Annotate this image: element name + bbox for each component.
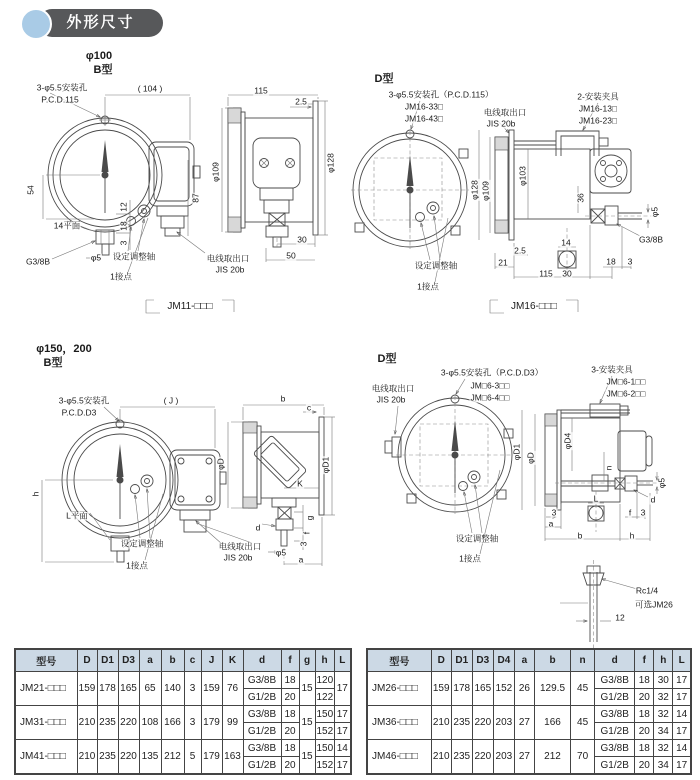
dim-label: d <box>650 494 656 505</box>
column-header: d <box>243 649 281 672</box>
section-bullet-icon <box>20 8 52 40</box>
cell: 220 <box>118 740 139 775</box>
cell: 159 <box>431 672 451 706</box>
column-header: h <box>654 649 673 672</box>
column-header: L <box>673 649 691 672</box>
dim-label: 1接点 <box>459 553 481 564</box>
column-header: D1 <box>97 649 118 672</box>
cell: G1/2B <box>595 757 635 775</box>
cell: 18 <box>635 706 654 723</box>
terminal-box <box>149 142 194 206</box>
cell: 20 <box>635 757 654 775</box>
cell: 3 <box>184 672 201 706</box>
dim-label: φ100 <box>85 50 113 63</box>
case-body <box>514 149 590 219</box>
connector <box>595 155 627 187</box>
dim-label: b <box>280 393 286 404</box>
column-header: K <box>222 649 243 672</box>
cell: 150 <box>315 706 334 723</box>
cell: G1/2B <box>595 689 635 706</box>
cell: 17 <box>334 706 351 723</box>
terminal-box <box>170 450 220 510</box>
rc14-detail <box>560 560 637 648</box>
model-cell: JM41-□□□ <box>15 740 77 775</box>
cell: 152 <box>315 757 334 775</box>
cell: 32 <box>654 740 673 757</box>
cell: 20 <box>281 757 299 775</box>
pointer <box>452 420 459 451</box>
dim-label: JIS 20b <box>223 552 253 563</box>
dim-label: ( J ) <box>163 395 179 406</box>
cell: 235 <box>451 740 472 775</box>
dim-label: 3-φ5.5安装孔 <box>58 395 110 406</box>
dim-label: 2.5 <box>514 245 526 256</box>
cell: 210 <box>77 706 97 740</box>
set-knob <box>141 475 153 487</box>
cell: 32 <box>654 706 673 723</box>
cell: 20 <box>281 689 299 706</box>
dim-label: a <box>548 518 554 529</box>
model-code-bracket <box>146 300 234 313</box>
cell: 166 <box>534 706 570 740</box>
set-knob <box>138 205 150 217</box>
dim-label: φ150，200 <box>36 343 92 356</box>
dim-label: 14 <box>561 237 571 248</box>
cell: 235 <box>451 706 472 740</box>
connector-box <box>618 431 646 471</box>
dim-label: JM16-□□□ <box>511 300 557 312</box>
dim-label: 电线取出口 <box>483 107 527 118</box>
model-cell: JM36-□□□ <box>367 706 431 740</box>
cell: 210 <box>431 740 451 775</box>
dim-label: 3 <box>640 507 646 518</box>
column-header: b <box>534 649 570 672</box>
cell: G3/8B <box>243 706 281 723</box>
cell: 18 <box>281 672 299 689</box>
dim-label: D型 <box>377 353 397 366</box>
dim-label: a <box>298 554 304 565</box>
cell: 159 <box>77 672 97 706</box>
dim-label: 1接点 <box>126 560 148 571</box>
dim-label: P.C.D.D3 <box>61 407 97 418</box>
cell: 163 <box>222 740 243 775</box>
column-header: g <box>299 649 315 672</box>
dim-label: d <box>255 522 261 533</box>
model-cell: JM26-□□□ <box>367 672 431 706</box>
cell: 212 <box>534 740 570 775</box>
cell: G1/2B <box>243 757 281 775</box>
dim-label: 18 <box>118 221 129 231</box>
cell: 14 <box>673 740 691 757</box>
cell: 18 <box>281 740 299 757</box>
dim-label: c <box>306 402 312 413</box>
cell: G1/2B <box>243 723 281 740</box>
cell: 15 <box>299 672 315 706</box>
cell: 129.5 <box>534 672 570 706</box>
cell: 17 <box>334 672 351 706</box>
cell: 5 <box>184 740 201 775</box>
back-flange <box>313 101 318 235</box>
cell: 45 <box>571 672 595 706</box>
dim-label: 2-安装夹具 <box>577 91 619 102</box>
cell: 17 <box>673 672 691 689</box>
cell: 210 <box>77 740 97 775</box>
dim-label: 3 <box>627 256 633 267</box>
cell: 76 <box>222 672 243 706</box>
cell: 135 <box>139 740 161 775</box>
pressure-stem <box>117 551 124 562</box>
cell: G3/8B <box>595 672 635 689</box>
column-header: c <box>184 649 201 672</box>
column-header: J <box>201 649 222 672</box>
dim-label: 12 <box>118 202 129 212</box>
column-header: n <box>571 649 595 672</box>
dim-label: JM□6-2□□ <box>606 388 646 399</box>
cell: 70 <box>571 740 595 775</box>
cell: 15 <box>299 706 315 740</box>
column-header: a <box>514 649 534 672</box>
dim-label: ( 104 ) <box>137 83 163 94</box>
cell: 34 <box>654 757 673 775</box>
cell: 179 <box>201 706 222 740</box>
dim-label: 50 <box>286 250 296 261</box>
cell: 17 <box>334 723 351 740</box>
set-knob <box>468 471 480 483</box>
pressure-stem <box>281 530 287 546</box>
cell: 20 <box>635 689 654 706</box>
cell: G3/8B <box>243 740 281 757</box>
dim-label: 36 <box>575 193 586 203</box>
column-header: 型号 <box>367 649 431 672</box>
dim-label: 设定调整轴 <box>120 538 164 549</box>
dim-label: 3-φ5.5安装孔 <box>36 82 88 93</box>
cell: G1/2B <box>595 723 635 740</box>
column-header: D1 <box>451 649 472 672</box>
cell: 235 <box>97 740 118 775</box>
dim-label: G3/8B <box>638 234 664 245</box>
dim-label: 12 <box>615 612 625 623</box>
cell: 14 <box>334 740 351 757</box>
dim-label: 设定调整轴 <box>112 251 156 262</box>
dim-label: h <box>30 491 41 497</box>
dim-label: φ5 <box>656 477 667 489</box>
dim-label: h <box>629 530 635 541</box>
dim-label: 87 <box>190 193 201 203</box>
cell: 150 <box>315 740 334 757</box>
dim-label: 3 <box>118 240 129 246</box>
dim-label: n <box>603 465 614 471</box>
table-row <box>15 740 351 757</box>
pressure-stem <box>102 244 109 255</box>
column-header: D4 <box>493 649 514 672</box>
cell: 178 <box>97 672 118 706</box>
cell: 45 <box>571 706 595 740</box>
cell: 159 <box>201 672 222 706</box>
case-body <box>245 118 313 222</box>
cell: 27 <box>514 740 534 775</box>
dim-label: 54 <box>25 185 36 195</box>
cell: 18 <box>635 740 654 757</box>
dim-label: 1接点 <box>110 271 132 282</box>
dim-label: φ5 <box>275 547 287 558</box>
column-header: L <box>334 649 351 672</box>
set-knob <box>131 485 140 494</box>
dim-label: φD <box>215 458 226 470</box>
table-row <box>367 672 691 689</box>
dim-label: 设定调整轴 <box>455 533 499 544</box>
dim-label: K <box>297 478 303 489</box>
dim-label: 设定调整轴 <box>414 260 458 271</box>
cell: 34 <box>654 723 673 740</box>
column-header: d <box>595 649 635 672</box>
cell: 212 <box>161 740 184 775</box>
dim-label: 1接点 <box>417 281 439 292</box>
dim-label: 3-φ5.5安装孔（P.C.D.D3） <box>440 367 544 378</box>
pointer <box>102 140 109 172</box>
column-header: D <box>431 649 451 672</box>
cell: 179 <box>201 740 222 775</box>
mounting-clamp <box>556 131 599 156</box>
model-cell: JM21-□□□ <box>15 672 77 706</box>
dim-label: Rc1/4 <box>635 585 659 596</box>
dim-label: G3/8B <box>25 256 51 267</box>
dim-label: 3 <box>298 541 309 547</box>
column-header: f <box>281 649 299 672</box>
cell: G3/8B <box>243 672 281 689</box>
table-row <box>15 672 351 689</box>
column-header: D3 <box>472 649 493 672</box>
model-cell: JM31-□□□ <box>15 706 77 740</box>
cell: 32 <box>654 689 673 706</box>
d100-side-view <box>479 130 655 279</box>
dim-label: φD1 <box>320 456 331 474</box>
column-header: D3 <box>118 649 139 672</box>
cell: 108 <box>139 706 161 740</box>
dim-label: φ128 <box>325 153 336 173</box>
column-header: b <box>161 649 184 672</box>
cell: 17 <box>673 689 691 706</box>
model-cell: JM46-□□□ <box>367 740 431 775</box>
dim-label: JIS 20b <box>215 264 245 275</box>
cell: 166 <box>161 706 184 740</box>
set-knob <box>127 217 136 226</box>
dim-label: JIS 20b <box>376 394 406 405</box>
cell: 220 <box>472 740 493 775</box>
cell: 165 <box>472 672 493 706</box>
cell: 99 <box>222 706 243 740</box>
dim-label: JM16-43□ <box>404 113 444 124</box>
cell: 165 <box>118 672 139 706</box>
cell: 152 <box>315 723 334 740</box>
dim-label: B型 <box>93 64 113 77</box>
cell: 17 <box>334 757 351 775</box>
dim-label: φ128 <box>469 180 480 200</box>
cell: 210 <box>431 706 451 740</box>
dim-label: 3-安装夹具 <box>591 364 633 375</box>
dim-label: B型 <box>43 357 63 370</box>
dim-label: 电线取出口 <box>206 253 250 264</box>
dim-label: g <box>304 515 315 521</box>
column-header: a <box>139 649 161 672</box>
cell: 17 <box>673 757 691 775</box>
dim-label: D型 <box>374 73 394 86</box>
cell: 18 <box>281 706 299 723</box>
dim-label: φ103 <box>517 166 528 186</box>
back-flange <box>319 417 324 515</box>
table-row <box>367 706 691 723</box>
cell: 20 <box>281 723 299 740</box>
dim-label: 115 <box>254 85 268 96</box>
dim-label: 电线取出口 <box>371 383 415 394</box>
dim-label: 电线取出口 <box>218 541 262 552</box>
table-row <box>367 740 691 757</box>
dim-label: JM16-23□ <box>578 115 618 126</box>
dim-label: JM□6-3□□ <box>470 380 510 391</box>
cell: G1/2B <box>243 689 281 706</box>
cell: 235 <box>97 706 118 740</box>
b150-front-view <box>42 407 226 562</box>
dim-label: φD <box>525 452 536 464</box>
cell: 3 <box>184 706 201 740</box>
cell: G3/8B <box>595 740 635 757</box>
b150-side-view <box>196 402 335 566</box>
dim-label: 30 <box>297 234 307 245</box>
cell: 15 <box>299 740 315 775</box>
cell: 14 <box>673 706 691 723</box>
dim-label: φ5 <box>649 206 660 218</box>
dim-label: JM□6-1□□ <box>606 376 646 387</box>
d150-front-view <box>385 376 612 554</box>
dim-label: f <box>628 507 632 518</box>
dim-label: L <box>593 493 599 504</box>
dim-label: JM□6-4□□ <box>470 392 510 403</box>
cell: 65 <box>139 672 161 706</box>
dim-label: JM16-13□ <box>578 103 618 114</box>
dim-label: φ109 <box>210 162 221 182</box>
dim-label: 3 <box>551 507 557 518</box>
mounting-clamp <box>590 404 620 417</box>
cell: 20 <box>635 723 654 740</box>
cell: 140 <box>161 672 184 706</box>
column-header: 型号 <box>15 649 77 672</box>
dim-label: φ5 <box>90 252 102 263</box>
cell: 30 <box>654 672 673 689</box>
pointer <box>117 444 124 477</box>
cell: 220 <box>118 706 139 740</box>
case-body <box>561 418 620 502</box>
dim-label: 21 <box>498 257 508 268</box>
dim-label: 14平面 <box>53 220 81 231</box>
dim-label: φ109 <box>480 181 491 201</box>
dimension-table-left <box>14 648 352 775</box>
column-header: f <box>635 649 654 672</box>
dim-label: 2.5 <box>295 96 307 107</box>
cell: 178 <box>451 672 472 706</box>
set-knob <box>427 202 439 214</box>
cell: 27 <box>514 706 534 740</box>
d100-front-view <box>351 101 598 313</box>
terminal-box <box>253 138 300 188</box>
dimension-table-right <box>366 648 692 775</box>
dim-label: JIS 20b <box>486 118 516 129</box>
column-header: h <box>315 649 334 672</box>
column-header: D <box>77 649 97 672</box>
dim-label: b <box>577 530 583 541</box>
dim-label: JM11-□□□ <box>167 300 213 312</box>
cell: 18 <box>635 672 654 689</box>
cell: 17 <box>673 723 691 740</box>
section-title: 外形尺寸 <box>38 9 163 37</box>
dim-label: φD1 <box>511 443 522 461</box>
model-code-bracket <box>490 300 578 313</box>
d150-side-view <box>522 404 660 648</box>
dim-label: JM16-33□ <box>404 101 444 112</box>
pointer <box>407 155 414 186</box>
cell: 152 <box>493 672 514 706</box>
cell: 122 <box>315 689 334 706</box>
cell: 203 <box>493 706 514 740</box>
table-row <box>15 706 351 723</box>
dim-label: φD4 <box>562 432 573 450</box>
cell: 203 <box>493 740 514 775</box>
b100-front-view <box>43 93 234 313</box>
dim-label: 30 <box>562 268 572 279</box>
cell: 220 <box>472 706 493 740</box>
cell: 26 <box>514 672 534 706</box>
dim-label: L平面 <box>66 510 88 521</box>
dim-label: 18 <box>606 256 616 267</box>
dim-label: 115 <box>539 268 553 279</box>
dim-label: 可选JM26 <box>635 599 673 610</box>
dim-label: 3-φ5.5安装孔（P.C.D.115） <box>388 89 494 100</box>
dim-label: f <box>301 531 312 535</box>
b100-side-view <box>222 95 328 262</box>
cell: 120 <box>315 672 334 689</box>
cell: G3/8B <box>595 706 635 723</box>
dim-label: P.C.D.115 <box>41 94 79 105</box>
